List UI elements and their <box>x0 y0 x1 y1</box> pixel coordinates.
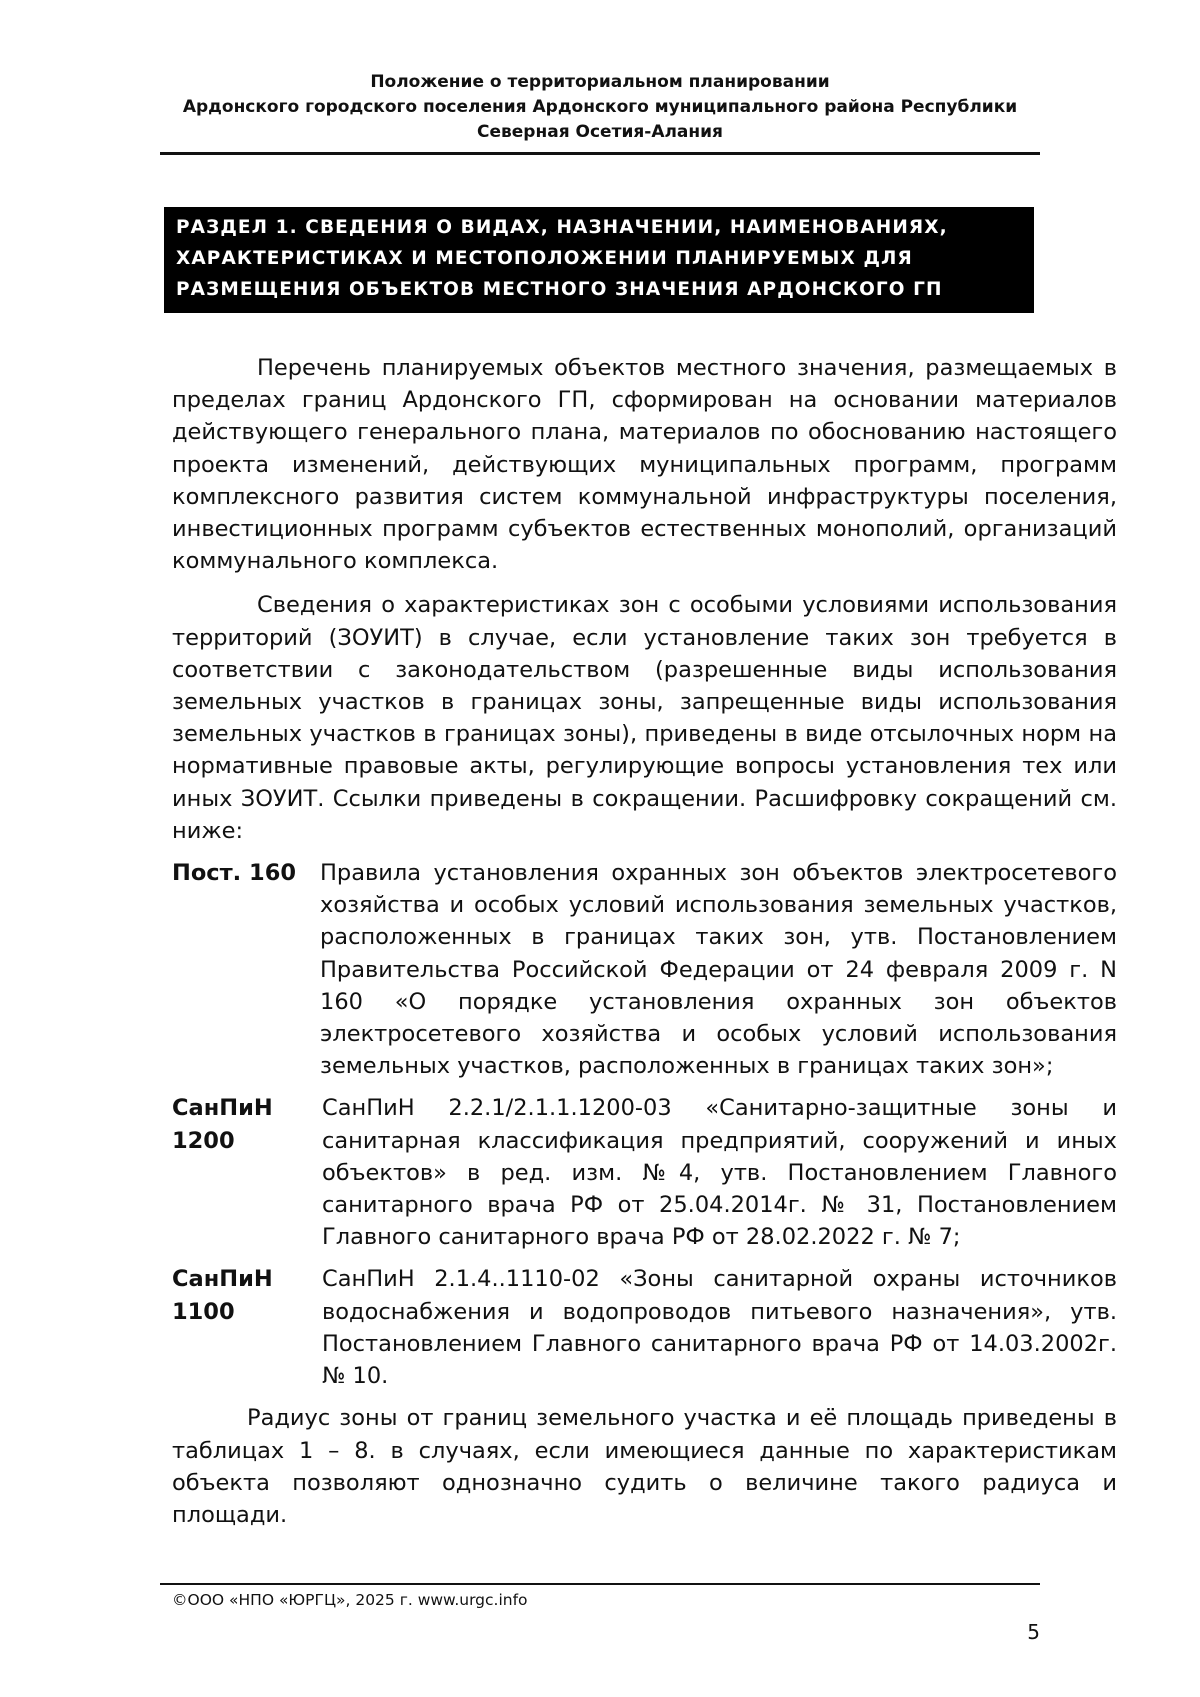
paragraph-radius-info: Радиус зоны от границ земельного участка и её площадь приведены в таблицах 1 – 8. в случаях, если имеющиеся данные по характеристикам объекта позволяют однозначно судить о величине такого радиуса и площади. <box>172 1405 1117 1528</box>
section-banner <box>162 207 1034 313</box>
footer-copyright: ©ООО «НПО «ЮРГЦ», 2025 г. www.urgc.info <box>172 1591 528 1609</box>
paragraph-objects-list: Перечень планируемых объектов местного значения, размещаемых в пределах границ Ардонского ГП, сформирован на основании материалов действующего генерального плана, материалов по обоснованию настоящего проекта изменений, действующих муниципальных программ, программ комплексного развития систем коммунальной инфраструктуры поселения, инвестиционных программ субъектов естественных монополий, организаций коммунального комплекса. <box>172 355 1117 575</box>
header-title-line2: Ардонского городского поселения Ардонского муниципального района Республики Северная Осетия-Алания <box>182 97 1018 142</box>
definition-term: СанПиН 1100 <box>172 1266 273 1325</box>
document-body <box>172 352 1117 1531</box>
page-header <box>160 70 1040 155</box>
definition-text: СанПиН 2.2.1/2.1.1.1200-03 «Санитарно-защитные зоны и санитарная классификация предприятий, сооружений и иных объектов» в ред. изм. №4, утв. Постановлением Главного санитарного врача РФ от 25.04.2014г. № 31, Постановлением Главного санитарного врача РФ от 28.02.2022 г. № 7; <box>322 1095 1117 1251</box>
header-title-line1: Положение о территориальном планировании <box>370 72 830 92</box>
page-number: 5 <box>1027 1620 1040 1644</box>
definition-term: СанПиН 1200 <box>172 1095 273 1154</box>
definition-item <box>172 1263 1117 1392</box>
definition-item <box>172 857 1117 1082</box>
definition-text: Правила установления охранных зон объектов электросетевого хозяйства и особых условий использования земельных участков, расположенных в границах таких зон, утв. Постановлением Правительства Российской Федерации от 24 февраля 2009 г. N 160 «О порядке установления охранных зон объектов электросетевого хозяйства и особых условий использования земельных участков, расположенных в границах таких зон»; <box>320 860 1117 1080</box>
section-title: РАЗДЕЛ 1. СВЕДЕНИЯ О ВИДАХ, НАЗНАЧЕНИИ, НАИМЕНОВАНИЯХ, ХАРАКТЕРИСТИКАХ И МЕСТОПОЛОЖЕНИИ ПЛАНИРУЕМЫХ ДЛЯ РАЗМЕЩЕНИЯ ОБЪЕКТОВ МЕСТНОГО ЗНАЧЕНИЯ АРДОНСКОГО ГП <box>176 217 948 300</box>
definition-term: Пост. 160 <box>172 860 297 887</box>
banner-edge-line <box>162 207 164 313</box>
abbreviations-list <box>172 857 1117 1392</box>
footer-divider <box>160 1583 1040 1585</box>
paragraph-zouit-info: Сведения о характеристиках зон с особыми условиями использования территорий (ЗОУИТ) в случае, если установление таких зон требуется в соответствии с законодательством (разрешенные виды использования земельных участков в границах зоны, запрещенные виды использования земельных участков в границах зоны), приведены в виде отсылочных норм на нормативные правовые акты, регулирующие вопросы установления тех или иных ЗОУИТ. Ссылки приведены в сокращении. Расшифровку сокращений см. ниже: <box>172 592 1117 844</box>
definition-text: СанПиН 2.1.4..1110-02 «Зоны санитарной охраны источников водоснабжения и водопроводов питьевого назначения», утв. Постановлением Главного санитарного врача РФ от 14.03.2002г. № 10. <box>322 1266 1117 1390</box>
definition-item <box>172 1092 1117 1253</box>
